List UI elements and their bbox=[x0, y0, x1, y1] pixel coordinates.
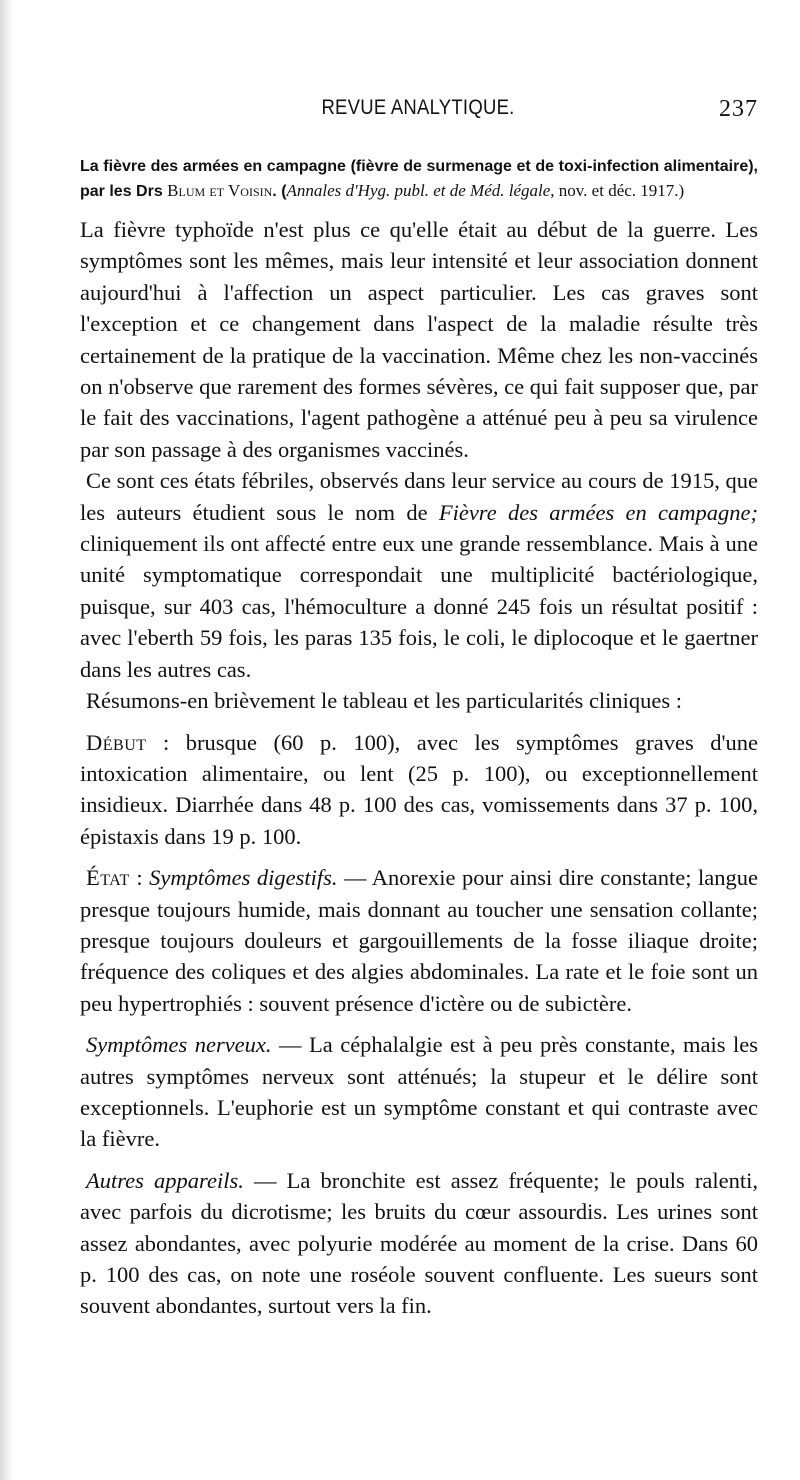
paragraph-etat bbox=[80, 862, 758, 1019]
article-citation bbox=[80, 155, 758, 204]
section-gap bbox=[80, 852, 758, 862]
section-gap bbox=[80, 1019, 758, 1029]
running-title: REVUE ANALYTIQUE. bbox=[321, 96, 515, 119]
paragraph-text: : bbox=[129, 865, 150, 891]
paragraph-text: cliniquement ils ont affecté entre eux une grande ressemblance. Mais à une unité symptomatique correspondait une multiplicité bactériologique, puisque, sur 403 cas, l'hémoculture a donné 245 fois un résultat positif : avec l'eberth 59 fois, les paras 135 fois, le coli, le diplocoque et le gaertner dans les autres cas. bbox=[80, 531, 758, 682]
paragraph-text: Ce sont ces états fébriles, observés dans leur service au cours de 1915, que les auteurs étudient sous le nom de bbox=[80, 468, 758, 525]
page-header bbox=[78, 96, 758, 130]
paragraph-resume: Résumons-en brièvement le tableau et les particularités cliniques : bbox=[86, 688, 683, 714]
citation-separator: . ( bbox=[272, 183, 287, 200]
citation-journal: Annales d'Hyg. publ. et de Méd. légale bbox=[286, 181, 551, 200]
subheading-nerveux: Symptômes nerveux. bbox=[86, 1032, 272, 1058]
paragraph-intro: La fièvre typhoïde n'est plus ce qu'elle était au début de la guerre. Les symptômes sont les mêmes, mais leur intensité et leur association donnent aujourd'hui à l'affection un aspect particulier. Les cas graves sont l'exception et ce changement dans l'aspect de la maladie résulte très certainement de la pratique de la vaccination. Même chez les non-vaccinés on n'observe que rarement des formes sévères, ce qui fait supposer que, par le fait des vaccinations, l'agent pathogène a atténué peu à peu sa virulence par son passage à des organismes vaccinés. bbox=[80, 217, 758, 462]
subheading-autres-appareils: Autres appareils. bbox=[86, 1167, 244, 1193]
section-lead-etat: État bbox=[86, 865, 130, 891]
subheading-digestifs: Symptômes digestifs. bbox=[149, 865, 338, 891]
section-gap bbox=[80, 717, 758, 727]
citation-title: La fièvre des armées en campagne (fièvre de surmenage et de toxi-infection alimentaire), par les bbox=[80, 158, 758, 200]
citation-date: , nov. et déc. 1917.) bbox=[550, 181, 685, 200]
paragraph-text: : brusque (60 p. 100), avec les symptômes graves d'une intoxication alimentaire, ou lent (25 p. 100), ou exceptionnellement insidieux. Diarrhée dans 48 p. 100 des cas, vomissements dans 37 p. 100, épistaxis dans 19 p. 100. bbox=[80, 729, 758, 849]
scan-edge-shadow bbox=[0, 0, 14, 1480]
paragraph-text: — La céphalalgie est à peu près constante, mais les autres symptômes nerveux sont atténués; la stupeur et le délire sont exceptionnels. L'euphorie est un symptôme constant et qui contraste avec la fièvre. bbox=[80, 1032, 759, 1152]
paragraph-etats-febriles bbox=[80, 465, 758, 685]
paragraph-text: — La bronchite est assez fréquente; le pouls ralenti, avec parfois du dicrotisme; les bruits du cœur assourdis. Les urines sont assez abondantes, avec polyurie modérée au moment de la crise. Dans 60 p. 100 des cas, on note une roséole souvent confluente. Les sueurs sont souvent abondantes, surtout vers la fin. bbox=[80, 1167, 759, 1319]
section-gap bbox=[80, 1155, 758, 1165]
citation-authors: Blum et Voisin bbox=[167, 181, 273, 200]
paragraph-debut bbox=[80, 727, 758, 853]
section-lead-debut: Début bbox=[86, 729, 147, 755]
citation-authors-prefix: Drs bbox=[136, 183, 168, 200]
page-number: 237 bbox=[719, 96, 758, 122]
paragraph-text: — Anorexie pour ainsi dire constante; langue presque toujours humide, mais donnant au toucher une sensation collante; presque toujours douleurs et gargouillements de la fosse iliaque droite; fréquence des coliques et des algies abdominales. La rate et le foie sont un peu hypertrophiés : souvent présence d'ictère ou de subictère. bbox=[80, 865, 759, 1016]
paragraph-autres-appareils bbox=[80, 1165, 758, 1322]
article-body bbox=[80, 155, 758, 1322]
italic-term: Fièvre des armées en campagne; bbox=[438, 499, 758, 525]
paragraph-nerveux bbox=[80, 1029, 758, 1155]
